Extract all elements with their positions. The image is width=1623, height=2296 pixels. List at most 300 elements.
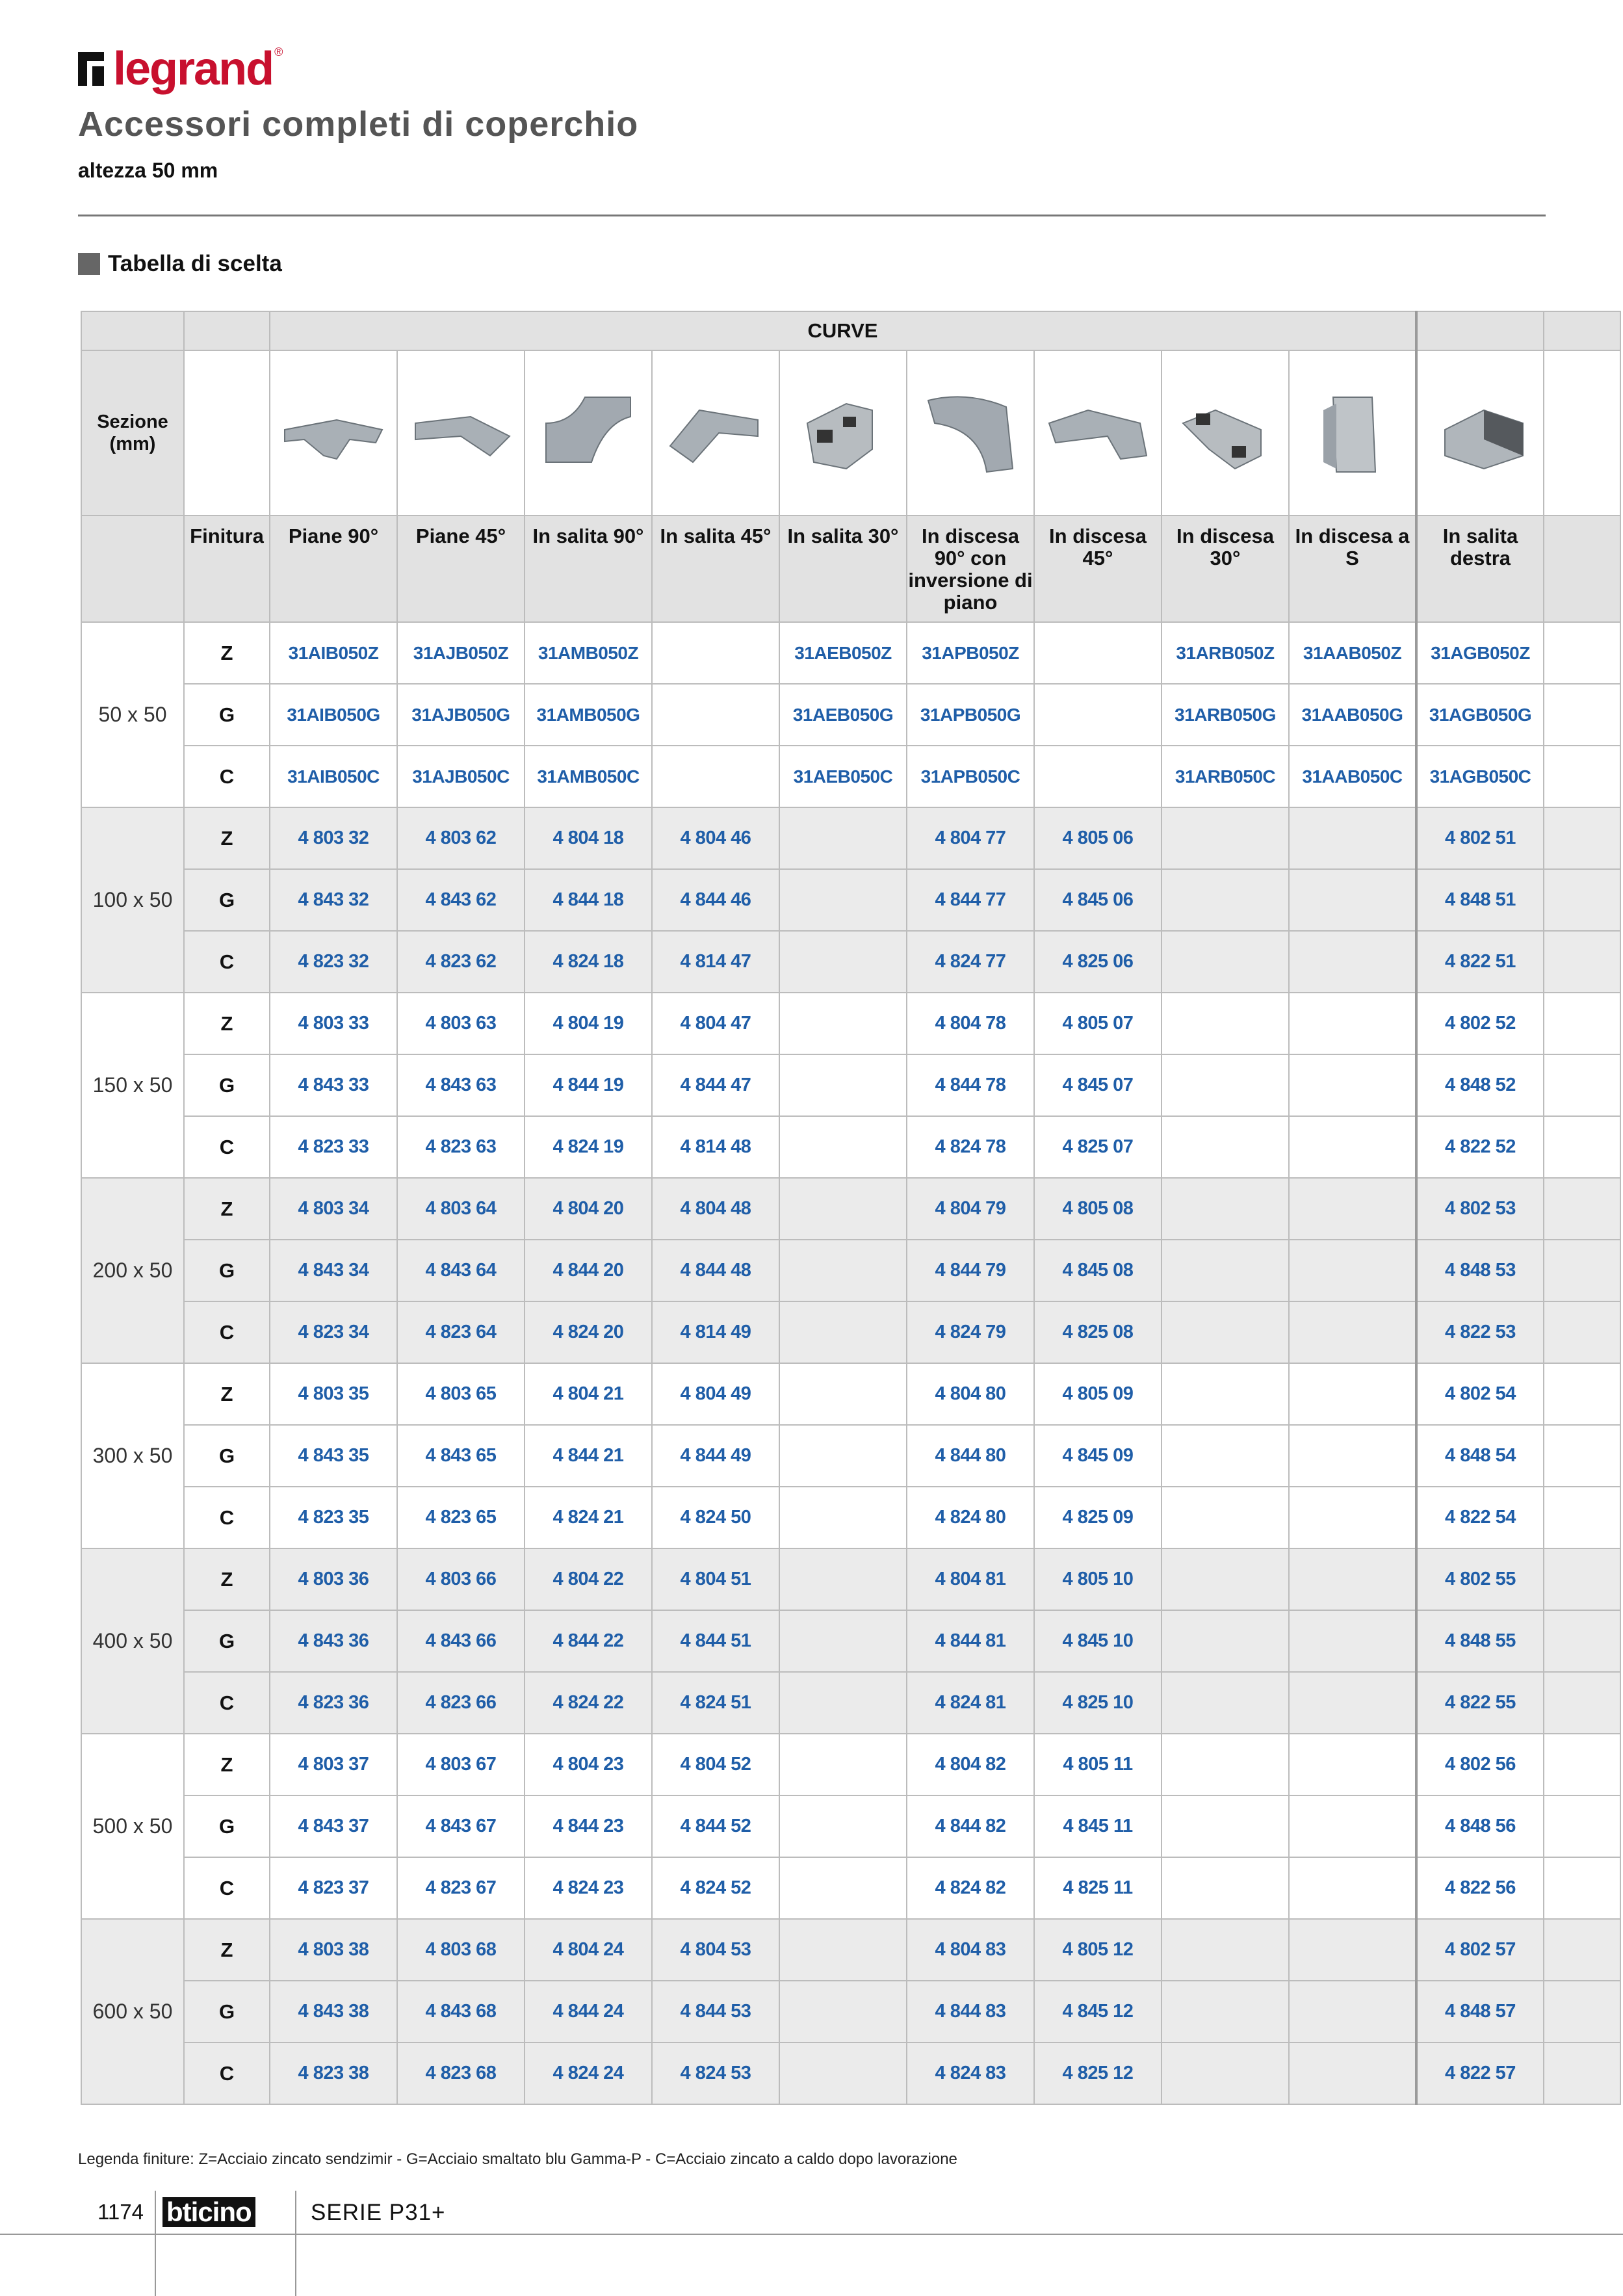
article-code: 4 844 22 <box>525 1610 652 1672</box>
article-code: 4 825 07 <box>1034 1116 1162 1178</box>
overflow-cell <box>1544 1981 1620 2042</box>
finitura-header: Finitura <box>184 515 270 622</box>
article-code: 4 824 51 <box>652 1672 779 1734</box>
article-code <box>779 2042 907 2104</box>
article-code: 31AEB050G <box>779 684 907 746</box>
article-code <box>1289 1548 1416 1610</box>
article-code: 4 822 54 <box>1416 1487 1544 1548</box>
article-code: 4 803 65 <box>397 1363 525 1425</box>
article-code: 4 822 51 <box>1416 931 1544 993</box>
overflow-cell <box>1544 1240 1620 1301</box>
article-code: 4 848 52 <box>1416 1054 1544 1116</box>
product-image-cell <box>907 350 1034 515</box>
article-code <box>1289 1178 1416 1240</box>
finish-code: G <box>184 1981 270 2042</box>
finish-code: Z <box>184 1178 270 1240</box>
article-code: 4 814 47 <box>652 931 779 993</box>
table-row <box>81 1301 1620 1363</box>
article-code: 4 824 80 <box>907 1487 1034 1548</box>
article-code: 4 844 79 <box>907 1240 1034 1301</box>
article-code: 4 803 67 <box>397 1734 525 1795</box>
article-code: 4 803 64 <box>397 1178 525 1240</box>
finish-code: C <box>184 931 270 993</box>
article-code: 4 845 06 <box>1034 869 1162 931</box>
article-code: 4 844 46 <box>652 869 779 931</box>
product-image-cell <box>270 350 397 515</box>
overflow-cell <box>1544 1301 1620 1363</box>
brand-name: legrand <box>113 43 274 95</box>
finish-code: C <box>184 2042 270 2104</box>
finish-code: C <box>184 1116 270 1178</box>
overflow-cell <box>1544 993 1620 1054</box>
overflow-cell <box>1544 2042 1620 2104</box>
finish-code: G <box>184 1795 270 1857</box>
article-code: 4 844 80 <box>907 1425 1034 1487</box>
overflow-cell <box>1544 1610 1620 1672</box>
section-square-icon <box>78 253 100 275</box>
article-code: 4 803 38 <box>270 1919 397 1981</box>
article-code: 4 802 52 <box>1416 993 1544 1054</box>
article-code: 4 824 83 <box>907 2042 1034 2104</box>
article-code: 4 823 68 <box>397 2042 525 2104</box>
product-image-cell <box>525 350 652 515</box>
table-row <box>81 622 1620 684</box>
article-code: 4 823 35 <box>270 1487 397 1548</box>
column-header: In discesa a S <box>1289 515 1416 622</box>
article-code: 31AMB050C <box>525 746 652 807</box>
finish-code: Z <box>184 622 270 684</box>
article-code: 4 843 38 <box>270 1981 397 2042</box>
article-code: 4 804 52 <box>652 1734 779 1795</box>
finish-code: Z <box>184 1734 270 1795</box>
article-code: 31AIB050C <box>270 746 397 807</box>
blank-header-cell <box>184 350 270 515</box>
article-code: 4 823 36 <box>270 1672 397 1734</box>
table-row <box>81 1425 1620 1487</box>
corner-cell <box>184 311 270 350</box>
drop-30-bend-icon <box>1170 384 1280 482</box>
article-code: 4 823 34 <box>270 1301 397 1363</box>
article-code: 4 825 09 <box>1034 1487 1162 1548</box>
article-code <box>779 1795 907 1857</box>
page-subtitle: altezza 50 mm <box>78 159 218 182</box>
article-code <box>1289 1919 1416 1981</box>
table-row <box>81 993 1620 1054</box>
article-code: 4 848 53 <box>1416 1240 1544 1301</box>
article-code: 4 804 47 <box>652 993 779 1054</box>
inverted-90-bend-icon <box>915 384 1026 482</box>
overflow-cell <box>1544 1857 1620 1919</box>
finish-code: G <box>184 1610 270 1672</box>
article-code: 31AIB050Z <box>270 622 397 684</box>
article-code: 4 844 23 <box>525 1795 652 1857</box>
table-row <box>81 1734 1620 1795</box>
article-code: 4 844 18 <box>525 869 652 931</box>
finish-code: G <box>184 1240 270 1301</box>
article-code <box>779 1548 907 1610</box>
section-size: 100 x 50 <box>81 807 184 993</box>
article-code: 4 805 09 <box>1034 1363 1162 1425</box>
series-name: SERIE P31+ <box>311 2200 446 2225</box>
article-code: 4 804 53 <box>652 1919 779 1981</box>
finish-code: Z <box>184 1363 270 1425</box>
column-header: In discesa 30° <box>1162 515 1289 622</box>
finish-code: C <box>184 1301 270 1363</box>
table-row <box>81 869 1620 931</box>
bticino-logo: bticino <box>162 2197 255 2227</box>
article-code: 4 804 18 <box>525 807 652 869</box>
overflow-cell <box>1544 746 1620 807</box>
article-code: 4 844 24 <box>525 1981 652 2042</box>
article-code <box>1162 1240 1289 1301</box>
riser-30-bend-icon <box>788 384 898 482</box>
product-image-cell <box>1289 350 1416 515</box>
column-header: In discesa 45° <box>1034 515 1162 622</box>
article-code <box>1162 1054 1289 1116</box>
article-code: 4 824 77 <box>907 931 1034 993</box>
article-code <box>1162 2042 1289 2104</box>
article-code: 4 802 53 <box>1416 1178 1544 1240</box>
product-image-cell <box>1034 350 1162 515</box>
column-header: Piane 45° <box>397 515 525 622</box>
curve-group-cont <box>1416 311 1544 350</box>
article-code <box>779 1919 907 1981</box>
article-code: 4 848 57 <box>1416 1981 1544 2042</box>
article-code: 4 825 11 <box>1034 1857 1162 1919</box>
finish-code: C <box>184 1857 270 1919</box>
article-code <box>1162 1795 1289 1857</box>
s-drop-bend-icon <box>1297 384 1408 482</box>
legrand-logo <box>78 43 283 95</box>
finish-code: G <box>184 869 270 931</box>
table-row <box>81 684 1620 746</box>
flat-90-bend-icon <box>278 384 389 482</box>
article-code: 4 845 08 <box>1034 1240 1162 1301</box>
table-row <box>81 1857 1620 1919</box>
article-code: 4 824 78 <box>907 1116 1034 1178</box>
sezione-label-cell <box>81 515 184 622</box>
article-code: 4 843 64 <box>397 1240 525 1301</box>
overflow-cell <box>1544 1734 1620 1795</box>
overflow-cell <box>1544 931 1620 993</box>
article-code: 4 825 10 <box>1034 1672 1162 1734</box>
overflow-cell <box>1544 1548 1620 1610</box>
overflow-cell <box>1544 1116 1620 1178</box>
article-code: 4 802 51 <box>1416 807 1544 869</box>
article-code: 4 805 08 <box>1034 1178 1162 1240</box>
article-code: 4 804 78 <box>907 993 1034 1054</box>
finish-code: G <box>184 684 270 746</box>
drop-45-bend-icon <box>1043 384 1153 482</box>
article-code <box>1162 1487 1289 1548</box>
article-code <box>1289 1981 1416 2042</box>
riser-45-bend-icon <box>660 384 771 482</box>
article-code <box>1289 1054 1416 1116</box>
article-code <box>1162 1116 1289 1178</box>
finish-code: C <box>184 746 270 807</box>
article-code: 4 845 09 <box>1034 1425 1162 1487</box>
article-code: 31AJB050Z <box>397 622 525 684</box>
article-code: 4 823 65 <box>397 1487 525 1548</box>
table-row <box>81 1919 1620 1981</box>
article-code <box>779 1301 907 1363</box>
section-size: 50 x 50 <box>81 622 184 807</box>
article-code <box>779 1178 907 1240</box>
article-code: 4 803 36 <box>270 1548 397 1610</box>
article-code <box>1289 1116 1416 1178</box>
article-code <box>1289 2042 1416 2104</box>
column-header: In salita 90° <box>525 515 652 622</box>
article-code: 4 824 20 <box>525 1301 652 1363</box>
article-code <box>1162 1548 1289 1610</box>
legrand-mark-icon <box>78 52 104 86</box>
section-size: 400 x 50 <box>81 1548 184 1734</box>
article-code: 4 843 34 <box>270 1240 397 1301</box>
table-row <box>81 1672 1620 1734</box>
article-code <box>779 807 907 869</box>
article-code: 4 845 12 <box>1034 1981 1162 2042</box>
table-row <box>81 931 1620 993</box>
finish-code: Z <box>184 807 270 869</box>
article-code: 4 843 67 <box>397 1795 525 1857</box>
article-code: 4 804 20 <box>525 1178 652 1240</box>
article-code: 4 844 77 <box>907 869 1034 931</box>
article-code <box>1034 622 1162 684</box>
article-code: 4 803 66 <box>397 1548 525 1610</box>
article-code: 4 843 66 <box>397 1610 525 1672</box>
article-code: 4 823 38 <box>270 2042 397 2104</box>
article-code: 4 802 56 <box>1416 1734 1544 1795</box>
article-code <box>1162 1672 1289 1734</box>
article-code: 4 824 53 <box>652 2042 779 2104</box>
article-code: 4 843 36 <box>270 1610 397 1672</box>
article-code: 31AIB050G <box>270 684 397 746</box>
article-code <box>1162 1425 1289 1487</box>
corner-cell <box>81 311 184 350</box>
article-code: 31AAB050Z <box>1289 622 1416 684</box>
article-code: 4 824 52 <box>652 1857 779 1919</box>
article-code: 4 823 33 <box>270 1116 397 1178</box>
article-code <box>779 993 907 1054</box>
overflow-cell <box>1544 1795 1620 1857</box>
table-row <box>81 1363 1620 1425</box>
article-code: 31APB050C <box>907 746 1034 807</box>
article-code: 4 824 81 <box>907 1672 1034 1734</box>
curve-group-header: CURVE <box>270 311 1416 350</box>
article-code: 4 824 19 <box>525 1116 652 1178</box>
article-code: 4 803 34 <box>270 1178 397 1240</box>
article-code: 4 844 78 <box>907 1054 1034 1116</box>
article-code: 31AGB050G <box>1416 684 1544 746</box>
sezione-header: Sezione (mm) <box>81 350 184 515</box>
article-code <box>1289 1734 1416 1795</box>
article-code: 4 822 56 <box>1416 1857 1544 1919</box>
article-code <box>1162 1363 1289 1425</box>
article-code <box>779 1487 907 1548</box>
article-code: 4 845 11 <box>1034 1795 1162 1857</box>
article-code <box>1162 1919 1289 1981</box>
article-code: 4 814 49 <box>652 1301 779 1363</box>
article-code <box>1289 1857 1416 1919</box>
table-row <box>81 1178 1620 1240</box>
article-code: 4 823 62 <box>397 931 525 993</box>
article-code: 4 844 81 <box>907 1610 1034 1672</box>
article-code <box>779 1981 907 2042</box>
table-row <box>81 1116 1620 1178</box>
article-code: 4 803 62 <box>397 807 525 869</box>
article-code: 4 843 35 <box>270 1425 397 1487</box>
article-code: 4 803 33 <box>270 993 397 1054</box>
article-code <box>1289 1240 1416 1301</box>
article-code: 4 844 52 <box>652 1795 779 1857</box>
article-code: 4 804 22 <box>525 1548 652 1610</box>
article-code: 4 824 50 <box>652 1487 779 1548</box>
overflow-cell <box>1544 684 1620 746</box>
table-row <box>81 1795 1620 1857</box>
section-size: 200 x 50 <box>81 1178 184 1363</box>
article-code: 4 803 37 <box>270 1734 397 1795</box>
article-code <box>1162 1610 1289 1672</box>
article-code: 4 843 33 <box>270 1054 397 1116</box>
flat-45-bend-icon <box>406 384 516 482</box>
article-code <box>779 1672 907 1734</box>
article-code <box>779 869 907 931</box>
article-code: 4 844 19 <box>525 1054 652 1116</box>
article-code: 4 822 55 <box>1416 1672 1544 1734</box>
article-code: 31AGB050C <box>1416 746 1544 807</box>
overflow-cell <box>1544 622 1620 684</box>
article-code: 4 844 48 <box>652 1240 779 1301</box>
finish-code: Z <box>184 993 270 1054</box>
article-code: 4 843 62 <box>397 869 525 931</box>
article-code <box>1289 1487 1416 1548</box>
article-code <box>1162 1857 1289 1919</box>
article-code: 4 822 53 <box>1416 1301 1544 1363</box>
article-code: 4 814 48 <box>652 1116 779 1178</box>
article-code <box>1289 993 1416 1054</box>
article-code: 4 843 68 <box>397 1981 525 2042</box>
finish-code: C <box>184 1487 270 1548</box>
article-code: 4 844 49 <box>652 1425 779 1487</box>
article-code <box>1289 1301 1416 1363</box>
article-code: 4 824 22 <box>525 1672 652 1734</box>
article-code: 4 805 10 <box>1034 1548 1162 1610</box>
article-code <box>779 1857 907 1919</box>
article-code: 4 804 21 <box>525 1363 652 1425</box>
product-image-cell <box>397 350 525 515</box>
article-code: 4 804 19 <box>525 993 652 1054</box>
article-code: 31APB050Z <box>907 622 1034 684</box>
section-size: 500 x 50 <box>81 1734 184 1919</box>
article-code <box>652 684 779 746</box>
article-code <box>652 746 779 807</box>
overflow-cell <box>1544 1487 1620 1548</box>
article-code <box>1162 931 1289 993</box>
article-code: 4 802 55 <box>1416 1548 1544 1610</box>
table-row <box>81 1240 1620 1301</box>
overflow-cell <box>1544 1672 1620 1734</box>
finish-code: Z <box>184 1919 270 1981</box>
article-code: 4 804 48 <box>652 1178 779 1240</box>
article-code: 31AEB050C <box>779 746 907 807</box>
finish-code: Z <box>184 1548 270 1610</box>
article-code <box>652 622 779 684</box>
article-code <box>1289 1610 1416 1672</box>
overflow-cell <box>1544 1178 1620 1240</box>
article-code: 31AMB050Z <box>525 622 652 684</box>
article-code: 4 844 53 <box>652 1981 779 2042</box>
overflow-cell <box>1544 1363 1620 1425</box>
article-code: 4 824 24 <box>525 2042 652 2104</box>
finish-code: C <box>184 1672 270 1734</box>
overflow-cell <box>1544 1919 1620 1981</box>
article-code: 4 822 52 <box>1416 1116 1544 1178</box>
article-code: 4 823 32 <box>270 931 397 993</box>
table-row <box>81 1054 1620 1116</box>
article-code: 4 824 23 <box>525 1857 652 1919</box>
article-code: 4 843 32 <box>270 869 397 931</box>
article-code: 4 824 21 <box>525 1487 652 1548</box>
article-code: 4 804 49 <box>652 1363 779 1425</box>
article-code: 31AJB050C <box>397 746 525 807</box>
article-code <box>779 931 907 993</box>
section-size: 600 x 50 <box>81 1919 184 2104</box>
article-code: 4 805 11 <box>1034 1734 1162 1795</box>
article-code: 4 805 07 <box>1034 993 1162 1054</box>
table-row <box>81 746 1620 807</box>
column-header: In salita 30° <box>779 515 907 622</box>
article-code: 4 804 24 <box>525 1919 652 1981</box>
article-code: 4 844 83 <box>907 1981 1034 2042</box>
article-code: 4 823 37 <box>270 1857 397 1919</box>
article-code <box>1034 746 1162 807</box>
article-code <box>1289 931 1416 993</box>
product-image-cell <box>779 350 907 515</box>
article-code: 4 844 51 <box>652 1610 779 1672</box>
finish-code: G <box>184 1425 270 1487</box>
article-code: 31ARB050C <box>1162 746 1289 807</box>
article-code <box>779 1054 907 1116</box>
article-code: 4 848 56 <box>1416 1795 1544 1857</box>
article-code <box>1162 1301 1289 1363</box>
header-divider <box>78 215 1546 216</box>
column-header: Piane 90° <box>270 515 397 622</box>
article-code: 31ARB050Z <box>1162 622 1289 684</box>
column-header: In salita destra <box>1416 515 1544 622</box>
article-code <box>1289 1425 1416 1487</box>
article-code: 31AMB050G <box>525 684 652 746</box>
article-code: 4 803 32 <box>270 807 397 869</box>
article-code: 4 803 63 <box>397 993 525 1054</box>
overflow-cell <box>1544 1425 1620 1487</box>
article-code <box>1034 684 1162 746</box>
table-row <box>81 2042 1620 2104</box>
page-title: Accessori completi di coperchio <box>78 105 639 144</box>
article-code <box>1162 1734 1289 1795</box>
article-code: 4 848 51 <box>1416 869 1544 931</box>
article-code: 4 845 10 <box>1034 1610 1162 1672</box>
article-code: 4 805 12 <box>1034 1919 1162 1981</box>
article-code: 4 804 46 <box>652 807 779 869</box>
article-code <box>1162 993 1289 1054</box>
section-size: 300 x 50 <box>81 1363 184 1548</box>
article-code: 4 844 47 <box>652 1054 779 1116</box>
article-code <box>1162 1178 1289 1240</box>
article-code <box>779 1240 907 1301</box>
article-code: 4 825 06 <box>1034 931 1162 993</box>
section-heading <box>78 251 282 277</box>
product-image-cell <box>1162 350 1289 515</box>
